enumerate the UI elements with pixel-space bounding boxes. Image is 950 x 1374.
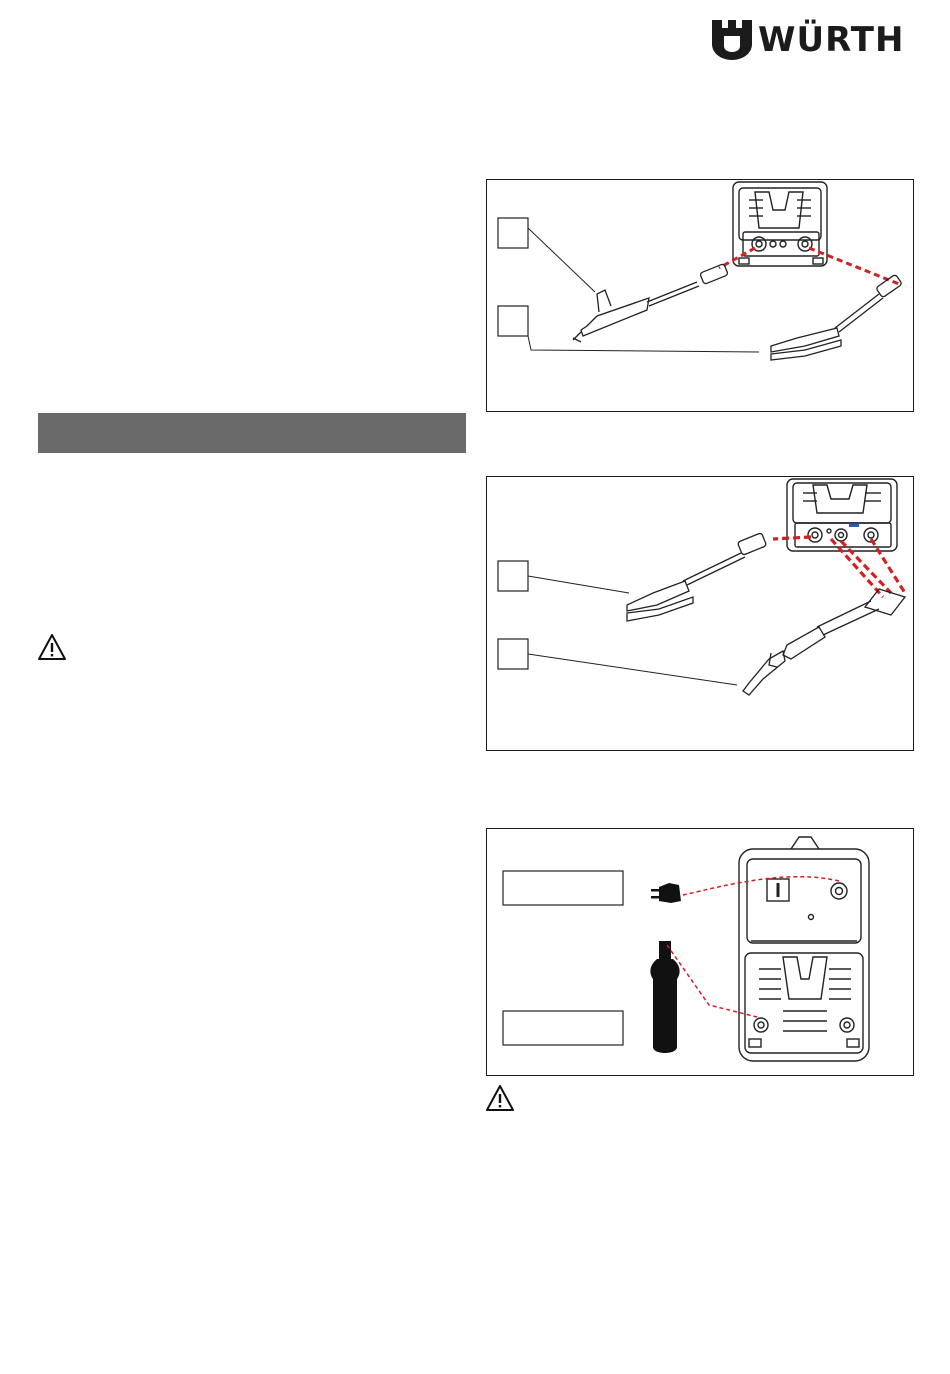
section-header-bar [38, 413, 466, 453]
wurth-crown-icon [710, 18, 754, 62]
warning-triangle-icon [485, 1084, 515, 1112]
welder-front-panel [733, 182, 827, 266]
wurth-logo [710, 18, 915, 62]
figure-tig-connection [486, 476, 914, 751]
figure-mma-connection [486, 179, 914, 412]
logo-wordmark: WÜRTH [758, 20, 905, 60]
figure-rear-panel-connection [486, 828, 914, 1076]
welder-rear-panel [739, 837, 869, 1061]
warning-triangle-icon [37, 633, 67, 661]
